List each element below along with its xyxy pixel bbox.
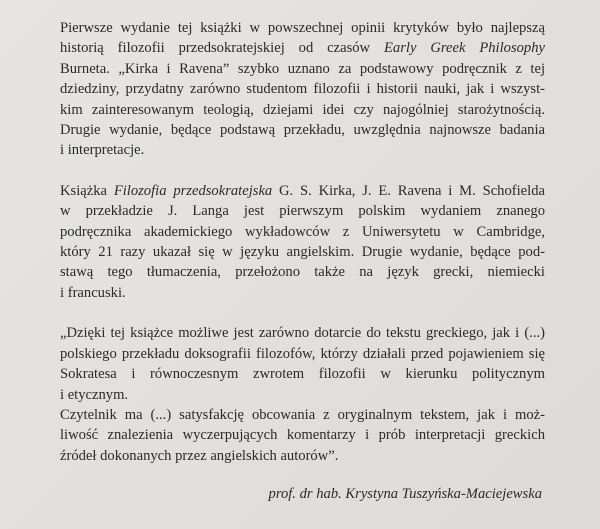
text-line: i francuski. — [60, 284, 126, 301]
text-line: podręcznika akademickiego wykładowców z Uniwersytetu w Cambridge, — [60, 223, 545, 240]
text-line: Czytelnik ma (...) satysfakcję obcowania z oryginalnym tekstem, jak i moż- — [60, 406, 545, 423]
book-title-italic: Early Greek Philosophy — [384, 40, 545, 57]
text-line: i etycznym. — [60, 386, 129, 403]
text-line: kim zainteresowanym teologią, dziejami idei czy najogólniej starożytnością. — [60, 101, 545, 118]
text-line: historią filozofii przedsokratejskiej od czasów Early Greek Philosophy — [60, 40, 545, 57]
text-line: Burneta. „Kirka i Ravena” szybko uznano za podstawowy podręcznik z tej — [60, 60, 545, 77]
book-title-italic: Filozofia przedsokratejska — [113, 182, 273, 199]
text-line: źródeł dokonanych przez angielskich autorów”. — [60, 447, 339, 464]
text-line: Sokratesa i równoczesnym zwrotem filozofii w kierunku politycznym — [60, 366, 545, 383]
text-line: liwość znalezienia wyczerpujących komentarzy i prób interpretacji greckich — [60, 427, 545, 444]
text-line: Drugie wydanie, będące podstawą przekładu, uwzględnia najnowsze badania — [60, 122, 545, 139]
text-line: polskiego przekładu doksografii filozofów, którzy działali przed pojawieniem się — [60, 345, 545, 362]
text-line: i interpretacje. — [60, 142, 145, 159]
paragraph-review-quote — [60, 323, 545, 466]
book-back-cover-text — [60, 18, 545, 504]
reviewer-signature: prof. dr hab. Krystyna Tuszyńska-Maciejewska — [268, 486, 542, 503]
text-line: dziedziny, przydatny zarówno studentom filozofii i historii nauki, jak i wszyst- — [60, 81, 545, 98]
paragraph-first-edition — [60, 18, 545, 161]
text-line: który 21 razy ukazał się w języku angielskim. Drugie wydanie, będące pod- — [60, 244, 545, 261]
paragraph-book-description — [60, 181, 545, 303]
text-line: w przekładzie J. Langa jest pierwszym polskim wydaniem znanego — [60, 203, 545, 220]
text-line: Książka Filozofia przedsokratejska G. S. Kirka, J. E. Ravena i M. Schofielda — [60, 182, 545, 199]
text-line: „Dzięki tej książce możliwe jest zarówno dotarcie do tekstu greckiego, jak i (...) — [60, 325, 545, 342]
text-line: stawą tego tłumaczenia, przełożono także na język grecki, niemiecki — [60, 264, 545, 281]
text-line: Pierwsze wydanie tej książki w powszechnej opinii krytyków było najlepszą — [60, 20, 545, 36]
